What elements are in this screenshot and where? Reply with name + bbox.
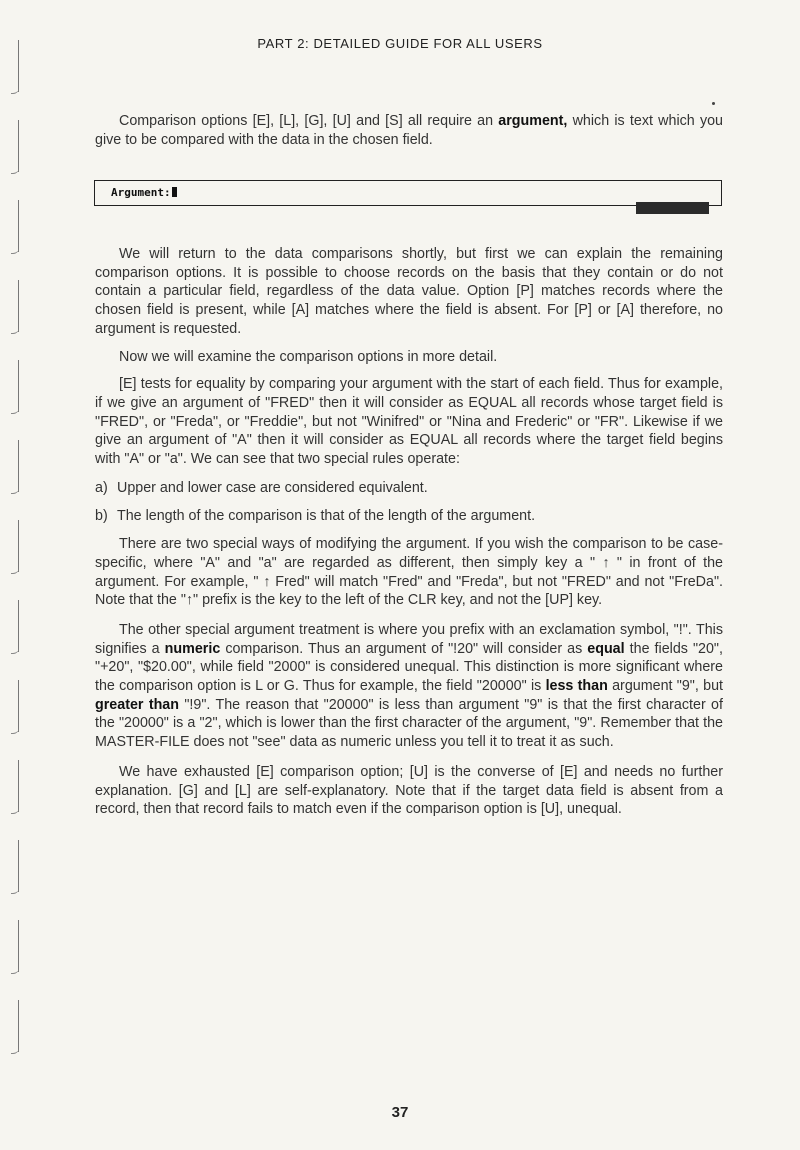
numeric-text-3: the fields "20", "+20", "$20.00", while field "2000" is considered unequal. This distinction is more significant where the comparison option is L or G. Thus for example, the field "20000" is [95,640,723,695]
paragraph-conclusion: We have exhausted [E] comparison option; [U] is the converse of [E] and needs no further explanation. [G] and [L] are self-explanatory. Note that if the target data field is absent from a record, then that record fails to match even if the comparison option is [U], unequal. [95,763,723,818]
screen-display-box [94,180,722,206]
argument-term: argument, [498,113,568,129]
rule-item [95,479,723,498]
body-text [95,245,723,819]
greater-than-term: greater than [95,696,179,713]
intro-text: Comparison options [E], [L], [G], [U] and [S] all require an [119,113,499,129]
numeric-term: numeric [164,640,221,657]
numeric-text-1: The other special argument treatment is where you prefix with an exclamation symbol, "!". This signifies a [95,621,723,657]
paragraph-detail-intro: Now we will examine the comparison options in more detail. [119,348,498,365]
argument-prompt [111,186,177,199]
rule-label: b) [95,508,108,525]
paragraph-remaining-options: We will return to the data comparisons shortly, but first we can explain the remaining comparison options. It is possible to choose records on the basis that they contain or do not contain a particular field, regardless of the data value. Option [P] matches records where the chosen field is present, while [A] matches where the field is absent. For [P] or [A] therefore, no argument is requested. [95,246,723,337]
argument-prompt-text: Argument: [111,186,171,199]
equal-term: equal [587,640,625,657]
intro-text-end: which is text which you give to be compared with the data in the chosen field. [95,113,723,148]
rule-item [95,507,723,526]
intro-paragraph [95,112,723,149]
paragraph-equality: [E] tests for equality by comparing your argument with the start of each field. Thus for example, if we give an argument of "FRED" then it will consider as EQUAL all records whose target field is "FRED", or "Freda", or "Freddie", but not "Winifred" or "Nina and Frederic" or "FR". Likewise if we give an argument of "A" then it will consider as EQUAL all records where the target field begins with "A" or "a". We can see that two special rules operate: [95,376,723,468]
paragraph-case-specific: There are two special ways of modifying the argument. If you wish the comparison to be case-specific, where "A" and "a" are regarded as different, then simply key a " ↑ " in front of the argument. For example, " ↑ Fred" will match "Fred" and "Freda", but not "FRED" and not "FreDa". Note that the "↑" prefix is the key to the left of the CLR key, and not the [UP] key. [95,536,723,609]
numeric-text-5: "!9". The reason that "20000" is less than argument "9" is that the first character of the "20000" is a "2", which is lower than the first character of the argument, "9". Remember that the MASTER-FILE does not "see" data as numeric unless you tell it to treat it as such. [95,696,723,751]
ink-dot [712,102,715,105]
numeric-text-4: argument "9", but [607,678,723,695]
numeric-text-2: comparison. Thus an argument of "!20" will consider as [220,640,588,657]
text-cursor [172,187,177,197]
rule-text: Upper and lower case are considered equivalent. [117,479,428,496]
paragraph-numeric [95,621,723,752]
less-than-term: less than [545,678,608,695]
screen-block-bar [636,202,709,214]
binding-marks [18,40,28,1100]
page-number: 37 [391,1104,409,1121]
page-header: PART 2: DETAILED GUIDE FOR ALL USERS [257,36,543,51]
rule-text: The length of the comparison is that of the length of the argument. [117,508,536,525]
rule-label: a) [95,479,108,496]
